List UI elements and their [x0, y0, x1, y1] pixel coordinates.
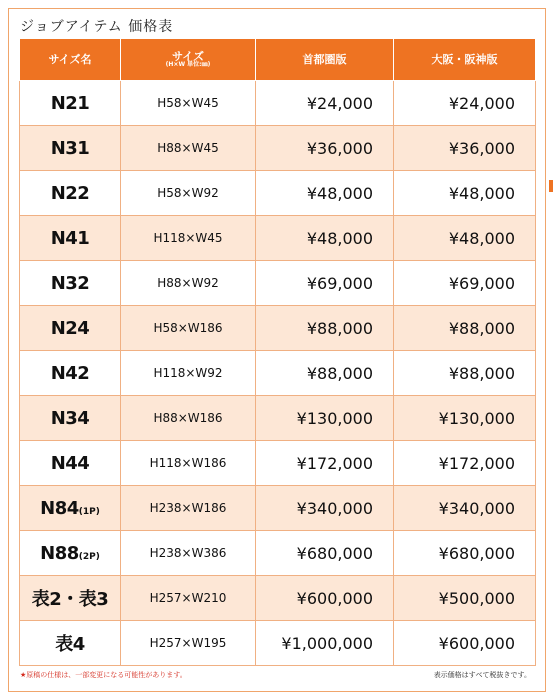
size-dimensions-cell: H257×W210	[121, 576, 256, 621]
size-name: N88	[40, 542, 79, 564]
header-size-name: サイズ名	[20, 39, 121, 81]
osaka-price-cell: ¥48,000	[394, 171, 536, 216]
size-dimensions-cell: H118×W45	[121, 216, 256, 261]
size-name: 表4	[55, 634, 85, 655]
metro-price-cell: ¥48,000	[256, 171, 394, 216]
osaka-price-cell: ¥340,000	[394, 486, 536, 531]
size-dimensions-cell: H257×W195	[121, 621, 256, 666]
size-name-cell	[20, 531, 121, 576]
page-count-note: (2P)	[78, 551, 100, 562]
table-row	[20, 216, 536, 261]
size-name: N42	[50, 362, 90, 384]
osaka-price-cell: ¥500,000	[394, 576, 536, 621]
size-dimensions-cell: H238×W386	[121, 531, 256, 576]
metro-price-cell: ¥48,000	[256, 216, 394, 261]
page-title: ジョブアイテム 価格表	[20, 19, 174, 35]
metro-price-cell: ¥36,000	[256, 126, 394, 171]
size-name: 表2・表3	[31, 589, 109, 610]
metro-price-cell: ¥172,000	[256, 441, 394, 486]
size-name: N34	[50, 407, 90, 429]
size-dimensions-cell: H58×W186	[121, 306, 256, 351]
osaka-price-cell: ¥172,000	[394, 441, 536, 486]
osaka-price-cell: ¥36,000	[394, 126, 536, 171]
osaka-price-cell: ¥88,000	[394, 306, 536, 351]
table-row	[20, 171, 536, 216]
table-row	[20, 531, 536, 576]
table-row	[20, 261, 536, 306]
size-name: N84	[40, 497, 79, 519]
size-name-cell	[20, 306, 121, 351]
size-name: N22	[50, 182, 90, 204]
size-name-cell	[20, 171, 121, 216]
header-size-unit: (H×W 単位:㎜)	[165, 61, 211, 69]
size-name: N32	[50, 272, 90, 294]
metro-price-cell: ¥24,000	[256, 81, 394, 126]
page-count-note: (1P)	[78, 506, 100, 517]
size-dimensions-cell: H58×W92	[121, 171, 256, 216]
size-dimensions-cell: H88×W92	[121, 261, 256, 306]
size-name: N41	[50, 227, 90, 249]
size-name-cell	[20, 261, 121, 306]
price-table	[19, 38, 536, 666]
size-name-cell	[20, 126, 121, 171]
size-dimensions-cell: H118×W92	[121, 351, 256, 396]
size-dimensions-cell: H238×W186	[121, 486, 256, 531]
table-header-row	[20, 39, 536, 81]
table-row	[20, 441, 536, 486]
metro-price-cell: ¥130,000	[256, 396, 394, 441]
table-row	[20, 576, 536, 621]
size-name-cell	[20, 81, 121, 126]
osaka-price-cell: ¥130,000	[394, 396, 536, 441]
metro-price-cell: ¥600,000	[256, 576, 394, 621]
edge-marker	[549, 180, 553, 192]
table-row	[20, 126, 536, 171]
header-size	[121, 39, 256, 81]
size-name-cell	[20, 576, 121, 621]
size-dimensions-cell: H88×W186	[121, 396, 256, 441]
size-dimensions-cell: H118×W186	[121, 441, 256, 486]
metro-price-cell: ¥340,000	[256, 486, 394, 531]
spec-change-note: ★原稿の仕様は、一部変更になる可能性があります。	[20, 671, 187, 679]
osaka-price-cell: ¥48,000	[394, 216, 536, 261]
table-row	[20, 621, 536, 666]
size-name-cell	[20, 441, 121, 486]
metro-price-cell: ¥1,000,000	[256, 621, 394, 666]
metro-price-cell: ¥88,000	[256, 306, 394, 351]
osaka-price-cell: ¥69,000	[394, 261, 536, 306]
size-name: N24	[50, 317, 90, 339]
table-row	[20, 81, 536, 126]
size-dimensions-cell: H58×W45	[121, 81, 256, 126]
size-name-cell	[20, 396, 121, 441]
osaka-price-cell: ¥680,000	[394, 531, 536, 576]
table-body	[20, 81, 536, 666]
metro-price-cell: ¥88,000	[256, 351, 394, 396]
osaka-price-cell: ¥88,000	[394, 351, 536, 396]
metro-price-cell: ¥69,000	[256, 261, 394, 306]
size-name: N21	[50, 92, 90, 114]
table-row	[20, 486, 536, 531]
size-name: N31	[50, 137, 90, 159]
osaka-price-cell: ¥600,000	[394, 621, 536, 666]
header-osaka: 大阪・阪神版	[394, 39, 536, 81]
tax-note: 表示価格はすべて税抜きです。	[433, 671, 531, 679]
size-name-cell	[20, 351, 121, 396]
header-metro: 首都圏版	[256, 39, 394, 81]
size-name-cell	[20, 621, 121, 666]
size-name-cell	[20, 216, 121, 261]
osaka-price-cell: ¥24,000	[394, 81, 536, 126]
table-row	[20, 351, 536, 396]
size-name-cell	[20, 486, 121, 531]
metro-price-cell: ¥680,000	[256, 531, 394, 576]
size-dimensions-cell: H88×W45	[121, 126, 256, 171]
table-row	[20, 396, 536, 441]
size-name: N44	[50, 452, 90, 474]
header-size-label: サイズ	[171, 49, 205, 63]
table-row	[20, 306, 536, 351]
